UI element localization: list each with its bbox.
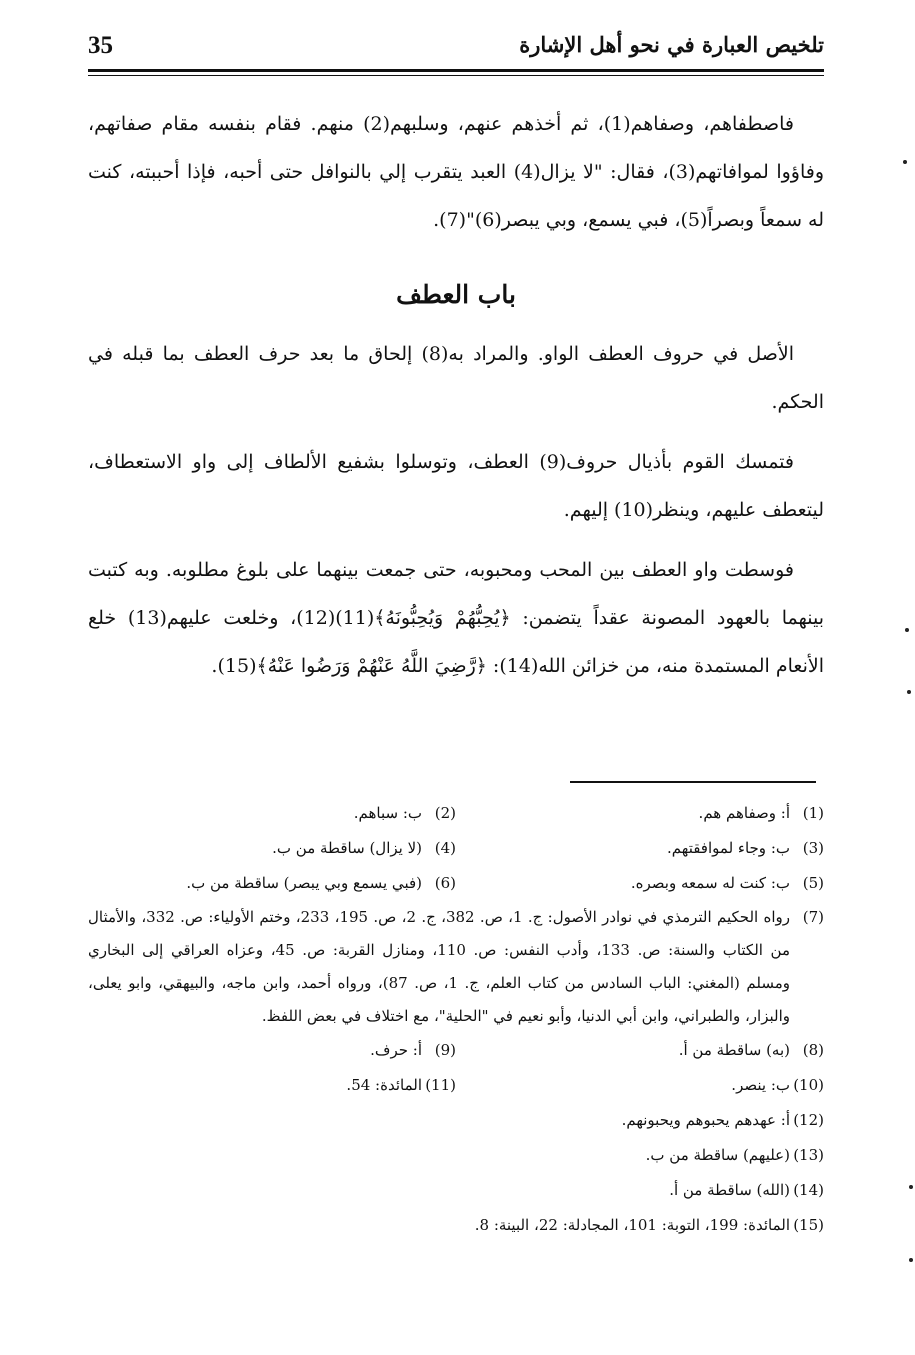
footnote-text: المائدة: 199، التوبة: 101، المجادلة: 22، البينة: 8. — [474, 1216, 790, 1234]
header-rule-thin — [88, 75, 824, 76]
footnote-number: (6) — [434, 874, 456, 892]
footnote-text: أ: حرف. — [370, 1041, 422, 1059]
footnote-row — [88, 1173, 824, 1208]
footnote-10 — [456, 1068, 824, 1103]
footnote-text: رواه الحكيم الترمذي في نوادر الأصول: ج. 1، ص. 382، ج. 2، ص. 195، 233، وختم الأولياء: ص. 332، والأمثال من الكتاب والسنة: ص. 133، وأدب النفس: ص. 110، ومنازل القربة: ص. 45، وعزاه العراقي إلى البخاري ومسلم (المغني: الباب السادس من كتاب العلم، ج. 1، ص. 87)، ورواه أحمد، وابن ماجه، والبيهقي، وابو يعلى، والبزار، والطبراني، وابن أبي الدنيا، وأبو نعيم في "الحلية"، مع اختلاف في بعض اللفظ. — [88, 908, 791, 1025]
footnote-5 — [456, 866, 824, 901]
footnote-number: (13) — [793, 1146, 824, 1164]
scan-speck — [903, 160, 907, 164]
page-number: 35 — [88, 32, 113, 59]
footnote-7 — [88, 901, 824, 1033]
footnote-text: أ: عهدهم يحبوهم ويحبونهم. — [621, 1111, 790, 1129]
footnote-row — [88, 796, 824, 831]
footnote-text: (لا يزال) ساقطة من ب. — [272, 839, 422, 857]
footnote-14 — [456, 1173, 824, 1208]
paragraph-1: فاصطفاهم، وصفاهم(1)، ثم أخذهم عنهم، وسلبهم(2) منهم. فقام بنفسه مقام صفاتهم، وفاؤوا لموافاتهم(3)، فقال: "لا يزال(4) العبد يتقرب إلي بالنوافل حتى أحبه، فإذا أحببته، كنت له سمعاً وبصراً(5)، فبي يسمع، وبي يبصر(6)"(7). — [88, 113, 825, 231]
footnote-row — [88, 831, 824, 866]
scan-speck — [909, 1258, 913, 1262]
footnote-text: ب: وجاء لموافقتهم. — [667, 839, 790, 857]
running-title: تلخيص العبارة في نحو أهل الإشارة — [519, 32, 824, 57]
header-rule-thick — [88, 69, 824, 72]
footnote-12 — [456, 1103, 824, 1138]
footnote-number: (5) — [802, 874, 824, 892]
footnote-separator — [570, 781, 816, 783]
footnote-text: (فبي يسمع وبي يبصر) ساقطة من ب. — [186, 874, 422, 892]
footnote-text: المائدة: 54. — [346, 1076, 422, 1094]
footnote-number: (11) — [425, 1076, 456, 1094]
scan-speck — [907, 690, 911, 694]
footnote-number: (15) — [793, 1216, 824, 1234]
footnote-text: (به) ساقطة من أ. — [678, 1041, 790, 1059]
footnote-text: ب: كنت له سمعه وبصره. — [630, 874, 790, 892]
footnote-6 — [88, 866, 456, 901]
footnote-1 — [456, 796, 824, 831]
footnote-number: (7) — [802, 908, 824, 926]
footnote-15 — [88, 1208, 824, 1243]
footnote-number: (2) — [434, 804, 456, 822]
scan-speck — [909, 1185, 913, 1189]
footnote-number: (8) — [802, 1041, 824, 1059]
footnote-row — [88, 1138, 824, 1173]
footnote-number: (4) — [434, 839, 456, 857]
footnote-text: (الله) ساقطة من أ. — [669, 1181, 790, 1199]
paragraph-2: الأصل في حروف العطف الواو. والمراد به(8) إلحاق ما بعد حرف العطف بما قبله في الحكم. — [88, 343, 824, 413]
footnote-8 — [456, 1033, 824, 1068]
footnote-number: (1) — [802, 804, 824, 822]
footnote-number: (9) — [434, 1041, 456, 1059]
paragraph-4: فوسطت واو العطف بين المحب ومحبوبه، حتى جمعت بينهما على بلوغ مطلوبه. وبه كتبت بينهما بالعهود المصونة عقداً يتضمن: ﴿يُحِبُّهُمْ وَيُحِبُّونَهُ﴾(11)(12)، وخلعت عليهم(13) خلع الأنعام المستمدة منه، من خزائن الله(14): ﴿رَّضِيَ اللَّهُ عَنْهُمْ وَرَضُوا عَنْهُ﴾(15). — [88, 559, 824, 677]
footnote-text: ب: سباهم. — [353, 804, 422, 822]
footnote-row — [88, 1033, 824, 1068]
footnote-number: (10) — [793, 1076, 824, 1094]
footnotes — [88, 796, 824, 1243]
footnote-text: أ: وصفاهم هم. — [698, 804, 790, 822]
section-title: باب العطف — [396, 280, 516, 309]
footnote-4 — [88, 831, 456, 866]
footnote-row — [88, 1103, 824, 1138]
footnote-11 — [88, 1068, 456, 1103]
page-header — [88, 30, 824, 72]
footnote-13 — [456, 1138, 824, 1173]
footnote-text: (عليهم) ساقطة من ب. — [645, 1146, 790, 1164]
footnote-row — [88, 1208, 824, 1243]
footnote-number: (12) — [793, 1111, 824, 1129]
footnote-9 — [88, 1033, 456, 1068]
footnote-row — [88, 866, 824, 901]
main-text — [88, 100, 824, 690]
footnote-3 — [456, 831, 824, 866]
paragraph-3: فتمسك القوم بأذيال حروف(9) العطف، وتوسلوا بشفيع الألطاف إلى واو الاستعطاف، ليتعطف عليهم، وينظر(10) إليهم. — [88, 451, 824, 521]
footnote-number: (3) — [802, 839, 824, 857]
footnote-row — [88, 1068, 824, 1103]
footnote-number: (14) — [793, 1181, 824, 1199]
footnote-2 — [88, 796, 456, 831]
scan-speck — [905, 628, 909, 632]
footnote-text: ب: ينصر. — [731, 1076, 790, 1094]
